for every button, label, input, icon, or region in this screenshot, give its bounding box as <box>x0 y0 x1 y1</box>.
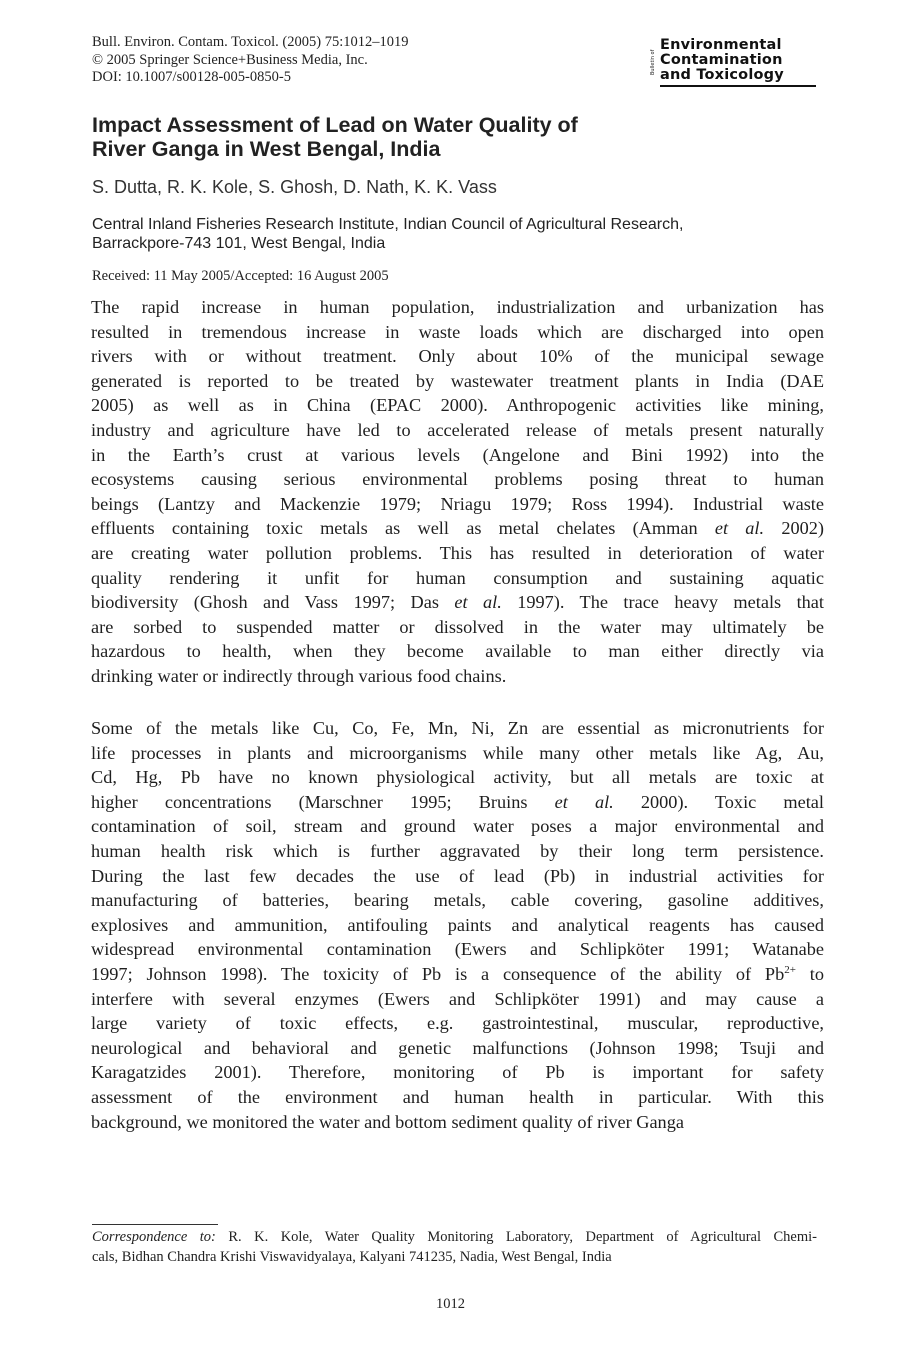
text-line: biodiversity (Ghosh and Vass 1997; Das et al. 1997). The trace heavy metals that <box>91 592 824 613</box>
text-line: beings (Lantzy and Mackenzie 1979; Nriagu 1979; Ross 1994). Industrial waste <box>91 493 824 514</box>
text-line: interfere with several enzymes (Ewers and Schlipköter 1991) and may cause a <box>91 988 824 1009</box>
journal-logo-side-text: Bulletin of <box>650 49 656 75</box>
text-line: industry and agriculture have led to accelerated release of metals present naturally <box>91 419 824 440</box>
citation-header <box>92 34 409 87</box>
affiliation-line: Barrackpore-743 101, West Bengal, India <box>92 234 386 252</box>
text-line: contamination of soil, stream and ground water poses a major environmental and <box>91 816 824 837</box>
page-number: 1012 <box>436 1296 465 1312</box>
text-line: large variety of toxic effects, e.g. gastrointestinal, muscular, reproductive, <box>91 1013 824 1034</box>
text-line: neurological and behavioral and genetic malfunctions (Johnson 1998; Tsuji and <box>91 1037 824 1058</box>
journal-logo-underline <box>660 85 816 87</box>
article-title <box>92 113 812 161</box>
text-line: widespread environmental contamination (Ewers and Schlipköter 1991; Watanabe <box>91 939 824 960</box>
text-line: in the Earth’s crust at various levels (Angelone and Bini 1992) into the <box>91 444 824 465</box>
text-line: effluents containing toxic metals as well as metal chelates (Amman et al. 2002) <box>91 518 824 539</box>
doi-line: DOI: 10.1007/s00128-005-0850-5 <box>92 69 291 85</box>
affiliation-line: Central Inland Fisheries Research Institute, Indian Council of Agricultural Research, <box>92 216 684 233</box>
received-dates: Received: 11 May 2005/Accepted: 16 August 2005 <box>92 268 389 284</box>
text-line: 1997; Johnson 1998). The toxicity of Pb is a consequence of the ability of $Pb^{2+}$ to <box>91 963 825 984</box>
journal-logo-line: Contamination <box>660 52 783 68</box>
footnote-line <box>92 1228 817 1248</box>
text-line: resulted in tremendous increase in waste loads which are discharged into open <box>91 321 824 342</box>
text-line: generated is reported to be treated by wastewater treatment plants in India (DAE <box>91 370 824 391</box>
body-paragraph-1 <box>91 295 824 689</box>
text-line: 2005) as well as in China (EPAC 2000). Anthropogenic activities like mining, <box>91 395 824 416</box>
text-line: explosives and ammunition, antifouling paints and analytical reagents has caused <box>91 914 824 935</box>
text-line: assessment of the environment and human health in particular. With this <box>91 1086 824 1107</box>
text-line: higher concentrations (Marschner 1995; Bruins et al. 2000). Toxic metal <box>91 791 825 812</box>
text-line: Cd, Hg, Pb have no known physiological activity, but all metals are toxic at <box>91 767 824 788</box>
footnote-line: cals, Bidhan Chandra Krishi Viswavidyalaya, Kalyani 741235, Nadia, West Bengal, India <box>92 1248 612 1265</box>
text-line: rivers with or without treatment. Only about 10% of the municipal sewage <box>91 346 824 367</box>
copyright-line: © 2005 Springer Science+Business Media, Inc. <box>92 51 368 68</box>
text-line: The rapid increase in human population, industrialization and urbanization has <box>91 297 824 317</box>
title-line: River Ganga in West Bengal, India <box>92 137 441 161</box>
text-line: are sorbed to suspended matter or dissolved in the water may ultimately be <box>91 616 824 637</box>
journal-logo-text <box>660 38 784 83</box>
text-line: life processes in plants and microorganisms while many other metals like Ag, Au, <box>91 742 824 763</box>
journal-logo-line: and Toxicology <box>660 67 784 83</box>
text-line: hazardous to health, when they become available to man either directly via <box>91 641 824 662</box>
journal-logo <box>650 38 816 88</box>
affiliation <box>92 216 822 253</box>
citation-line: Bull. Environ. Contam. Toxicol. (2005) 75:1012–1019 <box>92 34 409 50</box>
text-line: manufacturing of batteries, bearing metals, cable covering, gasoline additives, <box>91 890 824 911</box>
text-line: are creating water pollution problems. This has resulted in deterioration of water <box>91 542 824 563</box>
text-line: During the last few decades the use of lead (Pb) in industrial activities for <box>91 865 824 886</box>
footnote-label: Correspondence to: <box>92 1229 216 1245</box>
title-line: Impact Assessment of Lead on Water Quality of <box>92 113 578 137</box>
journal-logo-line: Environmental <box>660 37 782 53</box>
correspondence-footnote <box>92 1228 817 1267</box>
author-list: S. Dutta, R. K. Kole, S. Ghosh, D. Nath, K. K. Vass <box>92 177 497 197</box>
text-line: drinking water or indirectly through various food chains. <box>91 665 507 686</box>
text-line: quality rendering it unfit for human consumption and sustaining aquatic <box>91 567 824 588</box>
text-line: background, we monitored the water and bottom sediment quality of river Ganga <box>91 1111 684 1132</box>
footnote-rule <box>92 1224 218 1225</box>
footnote-text: R. K. Kole, Water Quality Monitoring Laboratory, Department of Agricultural Chemi- <box>215 1229 817 1245</box>
text-line: human health risk which is further aggravated by their long term persistence. <box>91 840 824 861</box>
text-line: Karagatzides 2001). Therefore, monitoring of Pb is important for safety <box>91 1062 824 1083</box>
text-line: ecosystems causing serious environmental problems posing threat to human <box>91 469 824 490</box>
text-line: Some of the metals like Cu, Co, Fe, Mn, Ni, Zn are essential as micronutrients for <box>91 718 824 738</box>
body-paragraph-2 <box>91 716 824 1134</box>
